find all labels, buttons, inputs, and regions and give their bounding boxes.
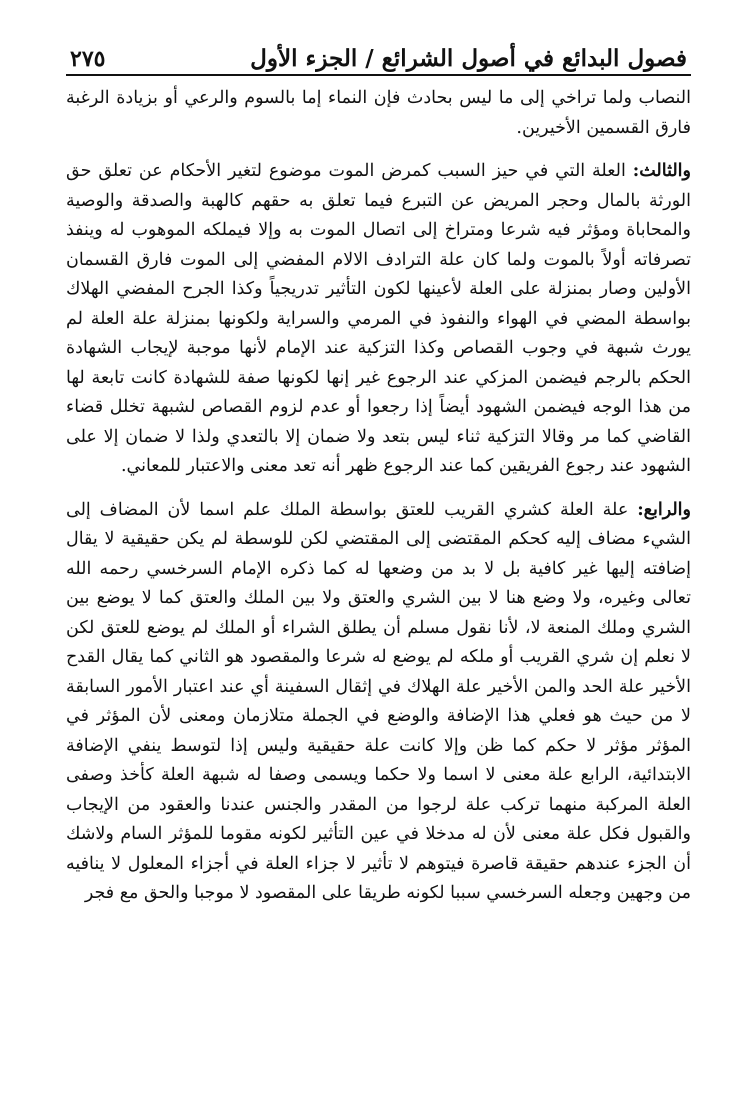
- paragraph-3: [66, 496, 691, 909]
- page-number: ٢٧٥: [70, 46, 106, 72]
- paragraph-lead: والثالث:: [632, 161, 691, 181]
- page-body: [66, 84, 691, 909]
- paragraph-text: علة العلة كشري القريب للعتق بواسطة الملك علم اسما لأن المضاف إلى الشيء مضاف إليه كحكم المقتضى إلى المقتضي لكن للوسطة لم يكن حقيقية لا يقال إضافته إليها غير كافية بل لا بد من وضعها له كما ذكره الإمام السرخسي رحمه الله تعالى وغيره، ولا وضع هنا لا بين الشري والعتق ولا بين الملك والعتق كما لا يوضع بين الشري وملك المنعة لا، لأنا نقول مسلم أن يطلق الشراء أو الملك لم يوضع للعتق لكن لا نعلم إن شري القريب أو ملكه لم يوضع له شرعا والمقصود هو الثاني كما يقال القدح الأخير علة الحد والمن الأخير علة الهلاك في إثقال السفينة أي عند اعتبار الأمور السابقة لا من حيث هو فعلي هذا الإضافة والوضع في الجملة متلازمان ومعنى لأن المؤثر في المؤثر مؤثر لا حكم كما ظن وإلا كانت علة حقيقية وليس إذا لتوسط ينفي الإضافة الابتدائية، الرابع علة معنى لا اسما ولا حكما ويسمى وصفا له شبهة العلة كأخذ وصفى العلة المركبة منهما تركب علة لرجوا من المقدر والجنس عندنا والعقود من الإيجاب والقبول فكل علة معنى لأن له مدخلا في عين التأثير لكونه مقوما للمؤثر السام ولاشك أن الجزء عندهم حقيقة قاصرة فيتوهم لا تأثير لا جزاء العلة في أجزاء المعلول لا ينافيه من وجهين وجعله السرخسي سببا لكونه طريقا على المقصود لا موجبا والحق مع فجر: [66, 499, 691, 903]
- paragraph-2: [66, 157, 691, 482]
- paragraph-text: النصاب ولما تراخي إلى ما ليس بحادث فإن النماء إما بالسوم والرعي أو بزيادة الرغبة فارق القسمين الأخيرين.: [66, 88, 691, 138]
- running-header: [66, 30, 691, 76]
- book-title: فصول البدائع في أصول الشرائع / الجزء الأول: [250, 45, 687, 72]
- paragraph-1: [66, 84, 691, 143]
- paragraph-lead: والرابع:: [637, 499, 691, 520]
- paragraph-text: العلة التي في حيز السبب كمرض الموت موضوع لتغير الأحكام عن تعلق حق الورثة بالمال وحجر المريض عن التبرع فيما تعلق به حقهم كالهبة والصدقة والوصية والمحاباة ومؤثر فيه شرعا ومتراخ إلى اتصال الموت به وإلا فيملكه الموهوب له وينفذ تصرفاته أولاً بالموت ولما كان علة الترادف الالام المفضي إلى الموت فارق القسمان الأولين وصار بمنزلة على العلة لأعينها لكون التأثير تدريجياً وكذا الجرح المفضي الهلاك بواسطة المضي في الهواء والنفوذ في المرمي والسراية ولكونها بمنزلة علة العلة لم يورث شبهة في وجوب القصاص وكذا التزكية عند الإمام لأنها موجبة لإيجاب الشهادة الحكم بالرجم فيضمن المزكي عند الرجوع غير إنها لكونها صفة للشهادة كانت تابعة لها من هذا الوجه فيضمن الشهود أيضاً إذا رجعوا أو عدم لزوم القصاص لشبهة تخلل قضاء القاضي كما مر وقالا التزكية ثناء ليس بتعد ولا ضمان إلا بالتعدي ولذا لا ضمان إلا على الشهود عند رجوع الفريقين كما عند الرجوع ظهر أنه تعد معنى والاعتبار للمعاني.: [66, 161, 691, 476]
